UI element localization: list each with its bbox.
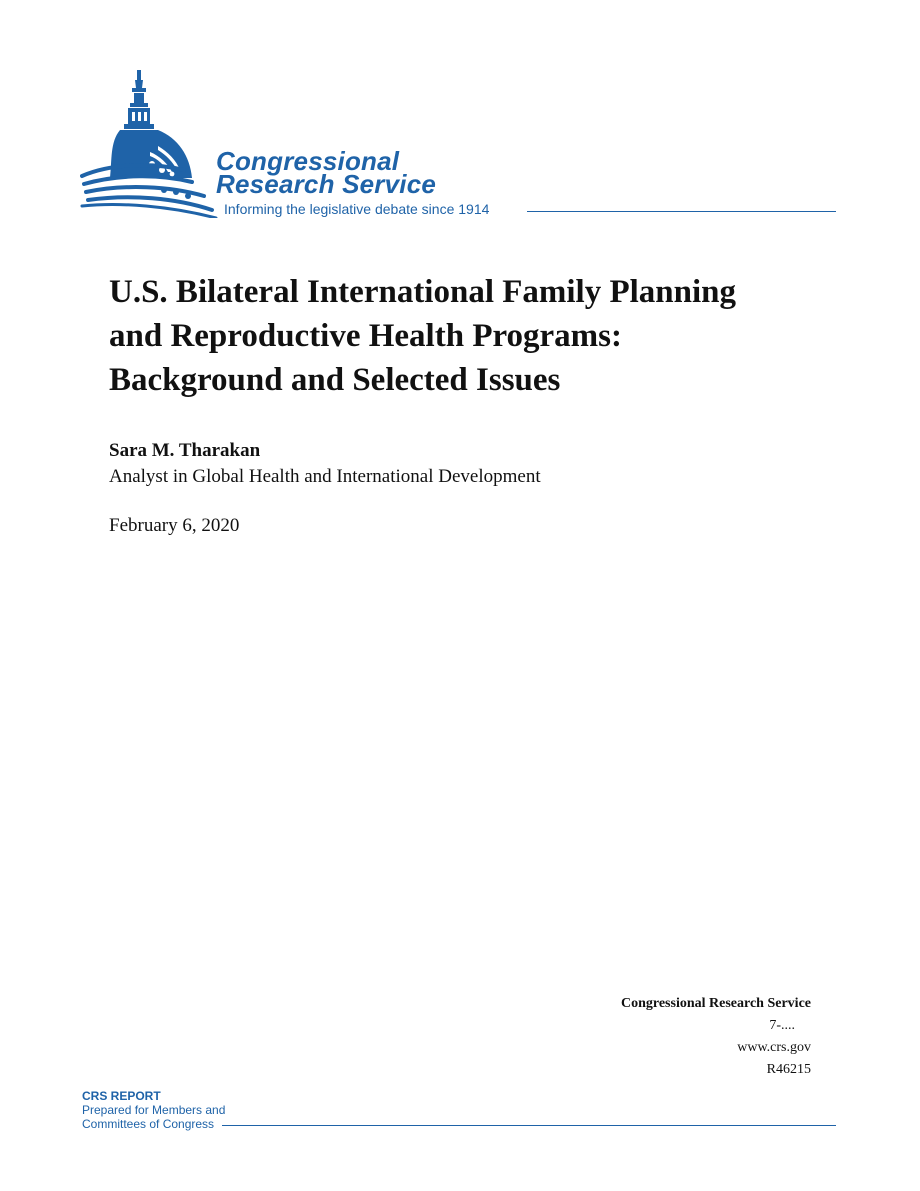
title-line-2: and Reproductive Health Programs: [109,318,622,354]
logo-tagline: Informing the legislative debate since 1914 [224,201,490,217]
footer-crs-report-label [82,1089,225,1131]
logo-name-line1: Congressional [216,146,400,176]
report-number: R46215 [766,1062,811,1077]
footer-title: CRS REPORT [82,1089,161,1103]
footer-line-1: Prepared for Members and [82,1103,226,1117]
crs-website: www.crs.gov [737,1040,811,1055]
header-divider [527,211,836,212]
author-role: Analyst in Global Health and International Development [109,466,541,487]
document-date: February 6, 2020 [109,515,240,536]
footer-divider [222,1125,836,1126]
title-line-1: U.S. Bilateral International Family Planning [109,274,737,310]
logo-name-line2: Research Service [216,169,437,199]
author-name: Sara M. Tharakan [109,440,261,461]
document-title [109,270,829,402]
footer-line-2: Committees of Congress [82,1117,215,1131]
crs-code: 7-.... [769,1018,795,1033]
title-line-3: Background and Selected Issues [109,362,561,398]
crs-name: Congressional Research Service [620,996,811,1011]
crs-info-block [621,993,811,1081]
capitol-dome-icon [80,66,220,218]
